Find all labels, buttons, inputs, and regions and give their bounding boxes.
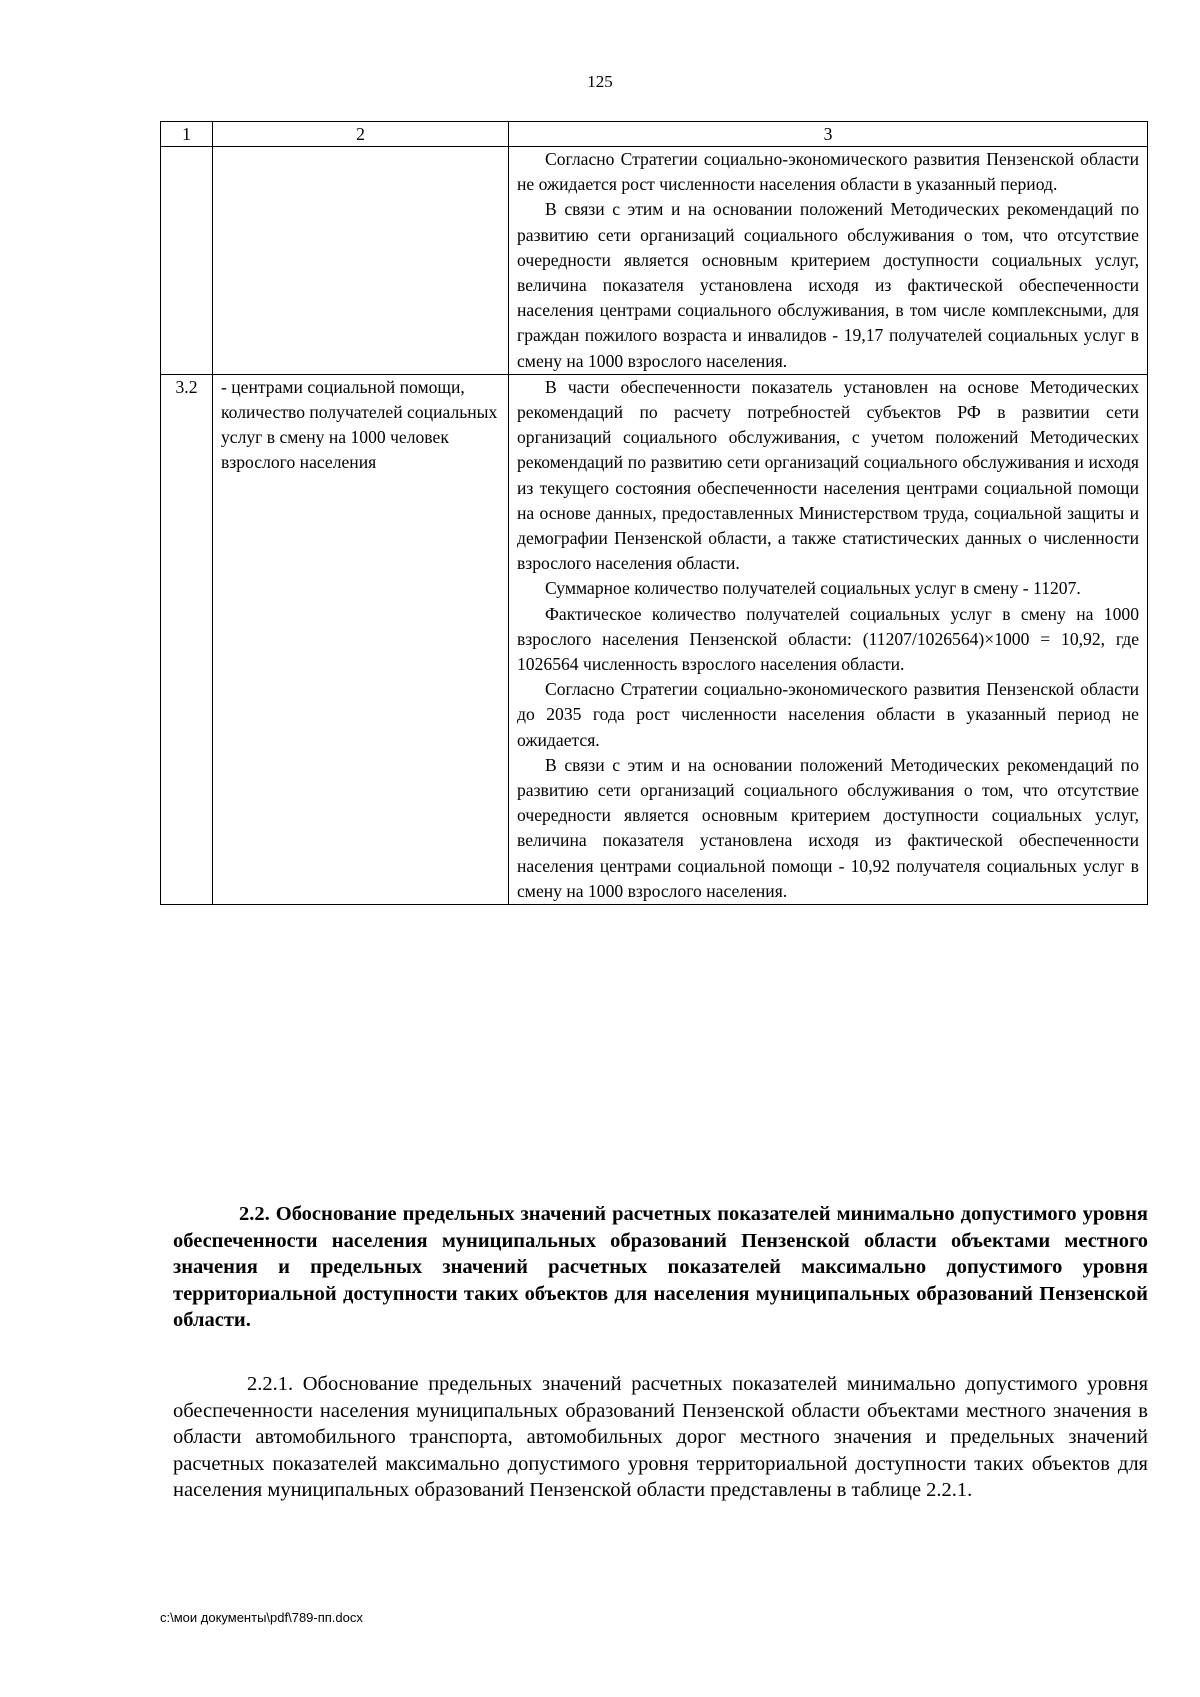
table-row [161,374,1148,904]
justification-cell [509,374,1148,904]
row-number [161,147,213,375]
row-number: 3.2 [161,374,213,904]
indicator-name-cell [213,374,509,904]
column-header-2: 2 [213,122,509,147]
justification-paragraph: Согласно Стратегии социально-экономического развития Пензенской области не ожидается рост численности населения области в указанный период. [517,149,1139,195]
section-heading: 2.2. Обоснование предельных значений расчетных показателей минимально допустимого уровня обеспеченности населения муниципальных образований Пензенской области объектами местного значения и предельных значений расчетных показателей максимально допустимого уровня территориальной доступности таких объектов для населения муниципальных образований Пензенской области. [173,1203,1148,1331]
table-header-row [161,122,1148,147]
page-number: 125 [587,72,613,91]
justification-cell [509,147,1148,375]
section-paragraph: 2.2.1. Обоснование предельных значений расчетных показателей минимально допустимого уровня обеспеченности населения муниципальных образований Пензенской области объектами местного значения в области автомобильного транспорта, автомобильных дорог местного значения и предельных значений расчетных показателей максимально допустимого уровня территориальной доступности таких объектов для населения муниципальных образований Пензенской области представлены в таблице 2.2.1. [173,1373,1148,1501]
footer-file-path: c:\мои документы\pdf\789-пп.docx [160,1610,363,1625]
justification-paragraph: Фактическое количество получателей социальных услуг в смену на 1000 взрослого населения Пензенской области: (11207/1026564)×1000 = 10,92, где 1026564 численность взрослого населения области. [517,603,1139,675]
justification-paragraph: Согласно Стратегии социально-экономического развития Пензенской области до 2035 года рост численности населения области в указанный период не ожидается. [517,679,1139,750]
justification-table [160,121,1148,905]
justification-paragraph: В связи с этим и на основании положений Методических рекомендаций по развитию сети организаций социального обслуживания о том, что отсутствие очередности является основным критерием доступности социальных услуг, величина показателя установлена исходя из фактической обеспеченности населения центрами социального обслуживания, в том числе комплексными, для граждан пожилого возраста и инвалидов - 19,17 получателей социальных услуг в смену на 1000 взрослого населения. [517,199,1139,371]
justification-paragraph: В части обеспеченности показатель установлен на основе Методических рекомендаций по расчету потребностей субъектов РФ в развитии сети организаций социального обслуживания, с учетом положений Методических рекомендаций по развитию сети организаций социального обслуживания и исходя из текущего состояния обеспеченности населения центрами социальной помощи на основе данных, предоставленных Министерством труда, социальной защиты и демографии Пензенской области, а также статистических данных о численности взрослого населения области. [517,376,1139,574]
justification-paragraph: Суммарное количество получателей социальных услуг в смену - 11207. [545,578,1081,599]
column-header-3: 3 [509,122,1148,147]
justification-paragraph: В связи с этим и на основании положений Методических рекомендаций по развитию сети организаций социального обслуживания о том, что отсутствие очередности является основным критерием доступности социальных услуг, величина показателя установлена исходя из фактической обеспеченности населения центрами социальной помощи - 10,92 получателя социальных услуг в смену на 1000 взрослого населения. [517,754,1139,901]
column-header-1: 1 [161,122,213,147]
indicator-name: - центрами социальной помощи, количество получателей социальных услуг в смену на 1000 человек взрослого населения [221,376,498,473]
table-row [161,147,1148,375]
indicator-name [213,147,509,375]
